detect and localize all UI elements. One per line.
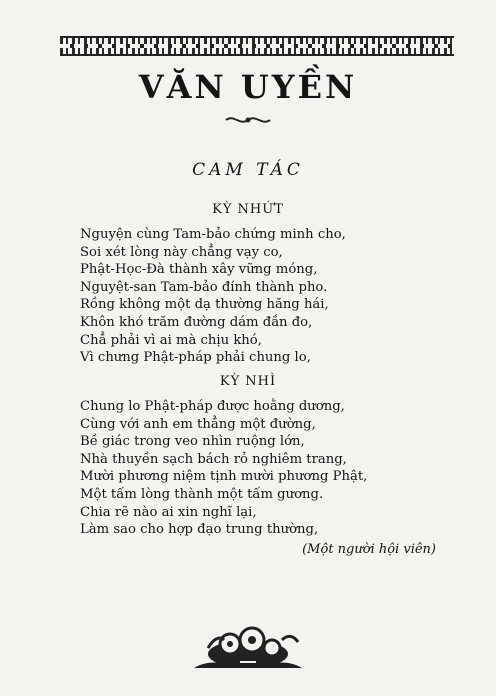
verse-part-1: [80, 226, 420, 367]
page-title: VĂN UYỀN: [138, 68, 358, 106]
verse-line: Khôn khó trăm đường dám đắn đo,: [80, 314, 313, 330]
verse-line: Một tấm lòng thành một tấm gương.: [80, 486, 324, 502]
poem-title: CAM TÁC: [192, 160, 304, 180]
part-heading-2: KỲ NHÌ: [219, 374, 277, 389]
verse-line: Nguyệt-san Tam-bảo đính thành pho.: [80, 279, 328, 295]
floral-ornament-icon: [190, 618, 306, 674]
verse-line: Chia rẽ nào ai xin nghĩ lại,: [80, 504, 257, 520]
flourish-ornament-icon: [224, 112, 272, 128]
decorative-header-band: [60, 36, 454, 56]
verse-line: Soi xét lòng này chẳng vạy co,: [80, 244, 283, 260]
verse-line: Vì chưng Phật-pháp phải chung lo,: [80, 350, 311, 366]
verse-line: Cùng với anh em thẳng một đường,: [80, 416, 316, 432]
verse-line: Bề giác trong veo nhìn ruộng lớn,: [80, 434, 305, 450]
verse-line: Chung lo Phật-pháp được hoằng dương,: [80, 399, 345, 414]
poem-signature: (Một người hội viên): [302, 542, 436, 557]
verse-line: Nguyện cùng Tam-bảo chứng minh cho,: [80, 227, 346, 242]
verse-line: Nhà thuyền sạch bách rỏ nghiêm trang,: [80, 451, 347, 467]
verse-line: Chẳ phải vì ai mà chịu khó,: [80, 332, 262, 348]
verse-line: Mười phương niệm tịnh mười phương Phật,: [80, 469, 368, 485]
verse-line: Rồng không một dạ thường hăng hái,: [80, 297, 329, 313]
verse-line: Làm sao cho hợp đạo trung thường,: [80, 522, 319, 538]
verse-part-2: [80, 398, 420, 539]
verse-line: Phật-Học-Đà thành xây vững móng,: [80, 262, 318, 278]
part-heading-1: KỲ NHỨT: [212, 202, 284, 217]
